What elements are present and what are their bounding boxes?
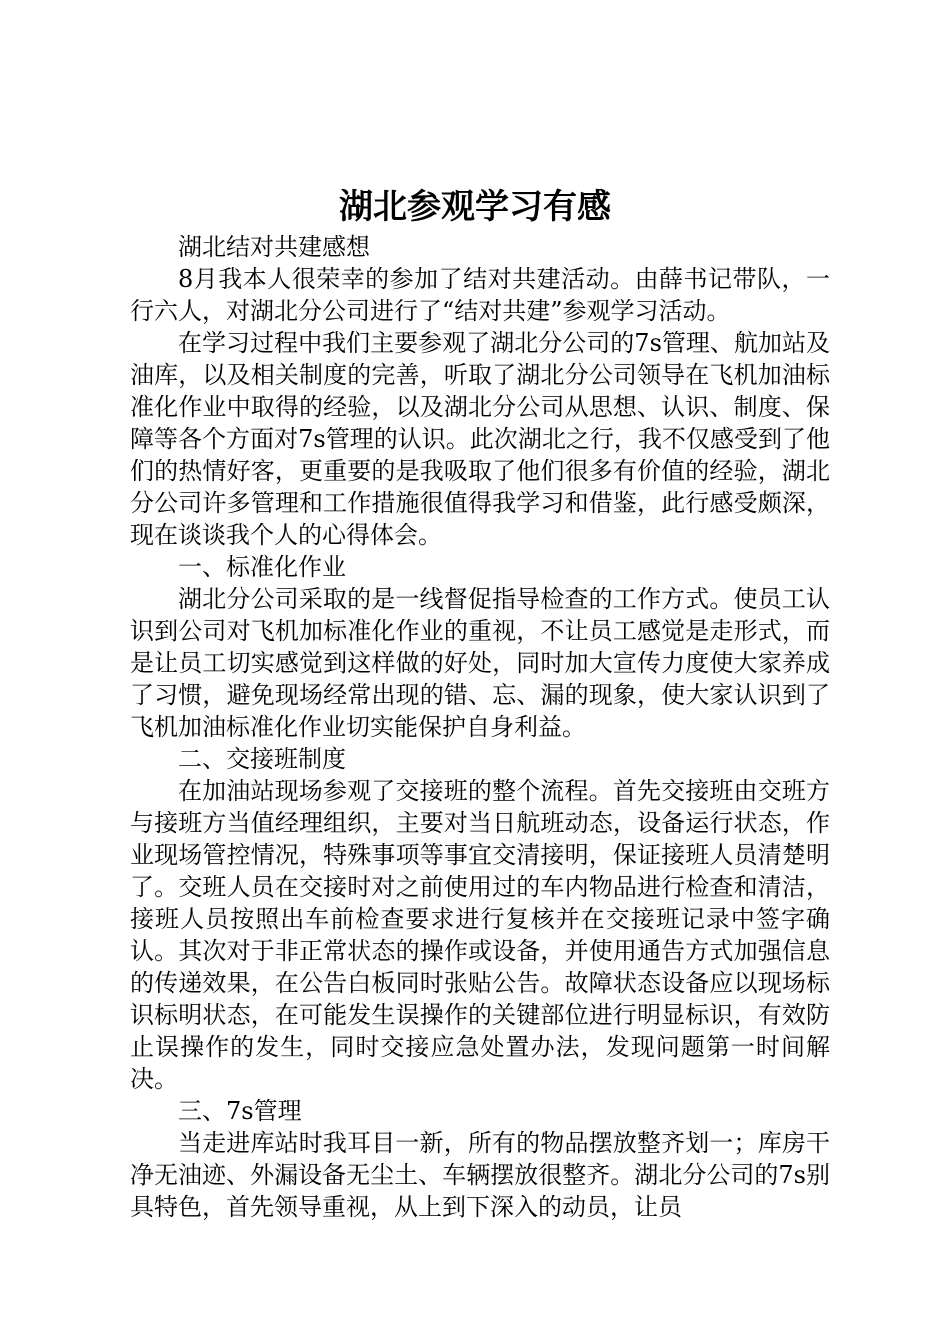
document-title: 湖北参观学习有感 bbox=[339, 187, 611, 227]
section-heading: 二、交接班制度 bbox=[178, 745, 346, 773]
paragraph: 湖北分公司采取的是一线督促指导检查的工作方式。使员工认识到公司对飞机加标准化作业的重视，不让员工感觉是走形式，而是让员工切实感觉到这样做的好处，同时加大宣传力度使大家养成了习惯，避免现场经常出现的错、忘、漏的现象，使大家认识到了飞机加油标准化作业切实能保护自身利益。 bbox=[130, 585, 830, 741]
paragraph: 在学习过程中我们主要参观了湖北分公司的7s管理、航加站及油库，以及相关制度的完善，听取了湖北分公司领导在飞机加油标准化作业中取得的经验，以及湖北分公司从思想、认识、制度、保障等各个方面对7s管理的认识。此次湖北之行，我不仅感受到了他们的热情好客，更重要的是我吸取了他们很多有价值的经验，湖北分公司许多管理和工作措施很值得我学习和借鉴，此行感受颇深，现在谈谈我个人的心得体会。 bbox=[130, 329, 830, 549]
document-body bbox=[130, 231, 830, 1223]
paragraph: 8月我本人很荣幸的参加了结对共建活动。由薛书记带队，一行六人，对湖北分公司进行了“结对共建”参观学习活动。 bbox=[130, 265, 830, 325]
paragraph-subtitle: 湖北结对共建感想 bbox=[178, 233, 370, 261]
section-heading: 三、7s管理 bbox=[178, 1097, 302, 1125]
paragraph: 在加油站现场参观了交接班的整个流程。首先交接班由交班方与接班方当值经理组织，主要对当日航班动态，设备运行状态，作业现场管控情况，特殊事项等事宜交清接明，保证接班人员清楚明了。交班人员在交接时对之前使用过的车内物品进行检查和清洁，接班人员按照出车前检查要求进行复核并在交接班记录中签字确认。其次对于非正常状态的操作或设备，并使用通告方式加强信息的传递效果，在公告白板同时张贴公告。故障状态设备应以现场标识标明状态，在可能发生误操作的关键部位进行明显标识，有效防止误操作的发生，同时交接应急处置办法，发现问题第一时间解决。 bbox=[130, 777, 830, 1093]
section-heading: 一、标准化作业 bbox=[178, 553, 346, 581]
paragraph: 当走进库站时我耳目一新，所有的物品摆放整齐划一；库房干净无油迹、外漏设备无尘土、车辆摆放很整齐。湖北分公司的7s别具特色，首先领导重视，从上到下深入的动员，让员 bbox=[130, 1129, 830, 1221]
